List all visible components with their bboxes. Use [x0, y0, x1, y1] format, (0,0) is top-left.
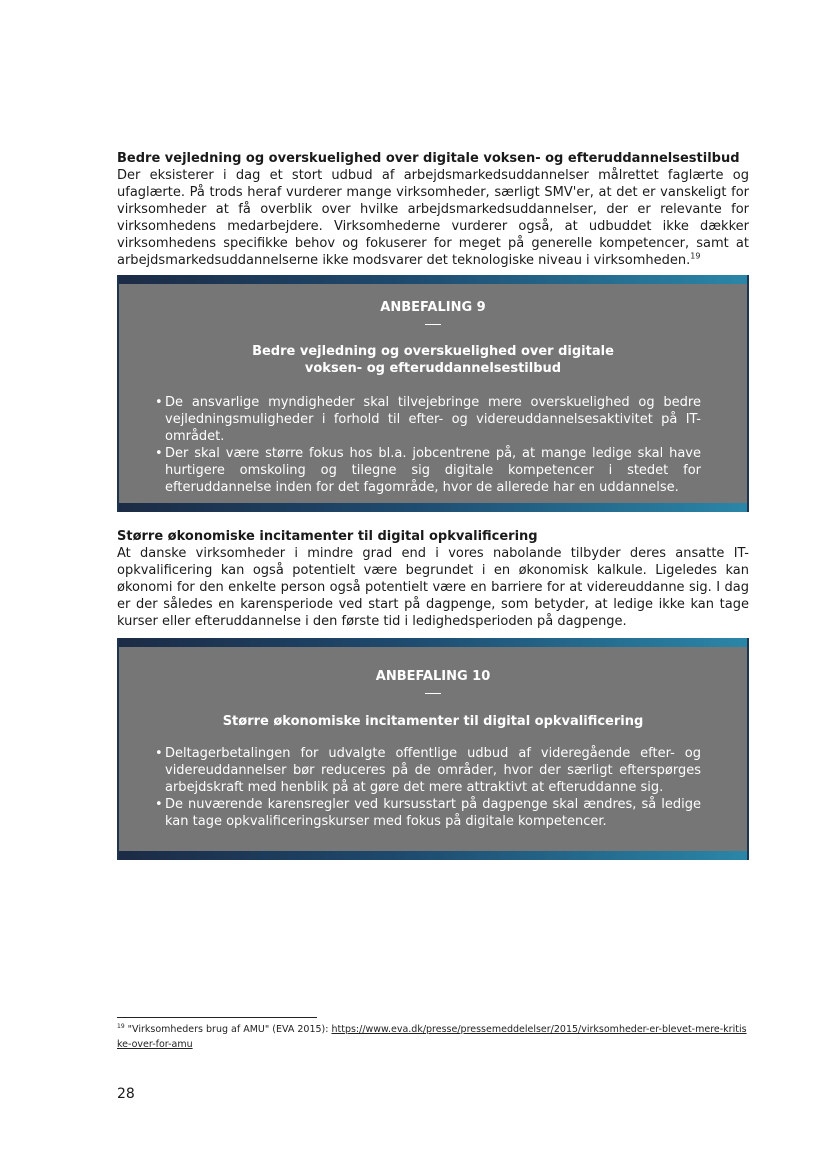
box-top-bar	[119, 638, 747, 647]
list-item	[119, 796, 747, 830]
section-body-text: Der eksisterer i dag et stort udbud af arbejdsmarkedsuddannelser målrettet faglærte og ufaglærte. På trods heraf vurderer mange virksomheder, særligt SMV'er, at det er vanskeligt for virksomheder at få overblik over hvilke arbejdsmarkedsuddannelser, der er relevante for virksomhedens medarbejdere. Virksomhederne vurderer også, at udbuddet ikke dækker virksomhedens specifikke behov og fokuserer for meget på generelle kompetencer, samt at arbejdsmarkedsuddannelserne ikke modsvarer det teknologiske niveau i virksomheden.	[117, 168, 749, 268]
bullet-icon: •	[155, 746, 163, 761]
recommendation-box-10	[117, 638, 749, 860]
recommendation-subtitle-line2: voksen- og efteruddannelsestilbud	[304, 361, 562, 376]
recommendation-subtitle: Større økonomiske incitamenter til digital opkvalificering	[222, 714, 644, 729]
footnote-separator	[117, 1017, 317, 1018]
section-body	[117, 167, 749, 269]
section-heading: Større økonomiske incitamenter til digital opkvalificering	[117, 529, 538, 544]
recommendation-subtitle-line1: Bedre vejledning og overskuelighed over digitale	[252, 344, 614, 359]
footnote	[117, 1022, 749, 1052]
box-bottom-bar	[119, 851, 747, 860]
section-incitamenter	[117, 528, 749, 630]
section-heading: Bedre vejledning og overskuelighed over digitale voksen- og efteruddannelsestilbud	[117, 151, 740, 166]
list-item	[119, 394, 747, 445]
section-body: At danske virksomheder i mindre grad end i vores nabolande tilbyder deres ansatte IT-opkvalificering kan også potentielt være begrundet i en økonomisk kalkule. Ligeledes kan økonomi for den enkelte person også potentielt være en barriere for at videreuddanne sig. I dag er der således en karensperiode ved start på dagpenge, som betyder, at ledige ikke kan tage kurser eller efteruddannelse i den første tid i ledighedsperioden på dagpenge.	[117, 546, 749, 629]
box-top-bar	[119, 275, 747, 284]
footnote-reference[interactable]: 19	[690, 251, 701, 261]
list-item	[119, 745, 747, 796]
box-bottom-bar	[119, 503, 747, 512]
list-item-text: Der skal være større fokus hos bl.a. jobcentrene på, at mange ledige skal have hurtigere omskoling og tilegne sig digitale kompetencer i stedet for efteruddannelse inden for det fagområde, hvor de allerede har en uddannelse.	[165, 446, 701, 495]
footnote-text: "Virksomheders brug af AMU" (EVA 2015):	[127, 1024, 332, 1035]
recommendation-title: ANBEFALING 10	[375, 669, 491, 684]
bullet-icon: •	[155, 797, 163, 812]
recommendation-list	[119, 394, 747, 496]
footnote-number: 19	[117, 1022, 125, 1030]
list-item	[119, 445, 747, 496]
recommendation-list	[119, 745, 747, 830]
recommendation-title: ANBEFALING 9	[380, 300, 486, 315]
footnote-link[interactable]: https://www.eva.dk/presse/pressemeddelelser/2015/virksomheder-er-blevet-mere-kritiske-over-for-amu	[117, 1024, 747, 1050]
list-item-text: De ansvarlige myndigheder skal tilvejebringe mere overskuelighed og bedre vejledningsmuligheder i forhold til efter- og videreuddannelsesaktivitet på IT-området.	[165, 395, 701, 444]
list-item-text: De nuværende karensregler ved kursusstart på dagpenge skal ændres, så ledige kan tage opkvalificeringskurser med fokus på digitale kompetencer.	[165, 797, 701, 829]
bullet-icon: •	[155, 395, 163, 410]
section-vejledning	[117, 150, 749, 269]
recommendation-box-9	[117, 275, 749, 512]
page-number: 28	[117, 1086, 135, 1102]
list-item-text: Deltagerbetalingen for udvalgte offentlige udbud af videregående efter- og videreuddannelser bør reduceres på de områder, hvor der særligt efterspørges arbejdskraft med henblik på at gøre det mere attraktivt at efteruddanne sig.	[165, 746, 701, 795]
bullet-icon: •	[155, 446, 163, 461]
